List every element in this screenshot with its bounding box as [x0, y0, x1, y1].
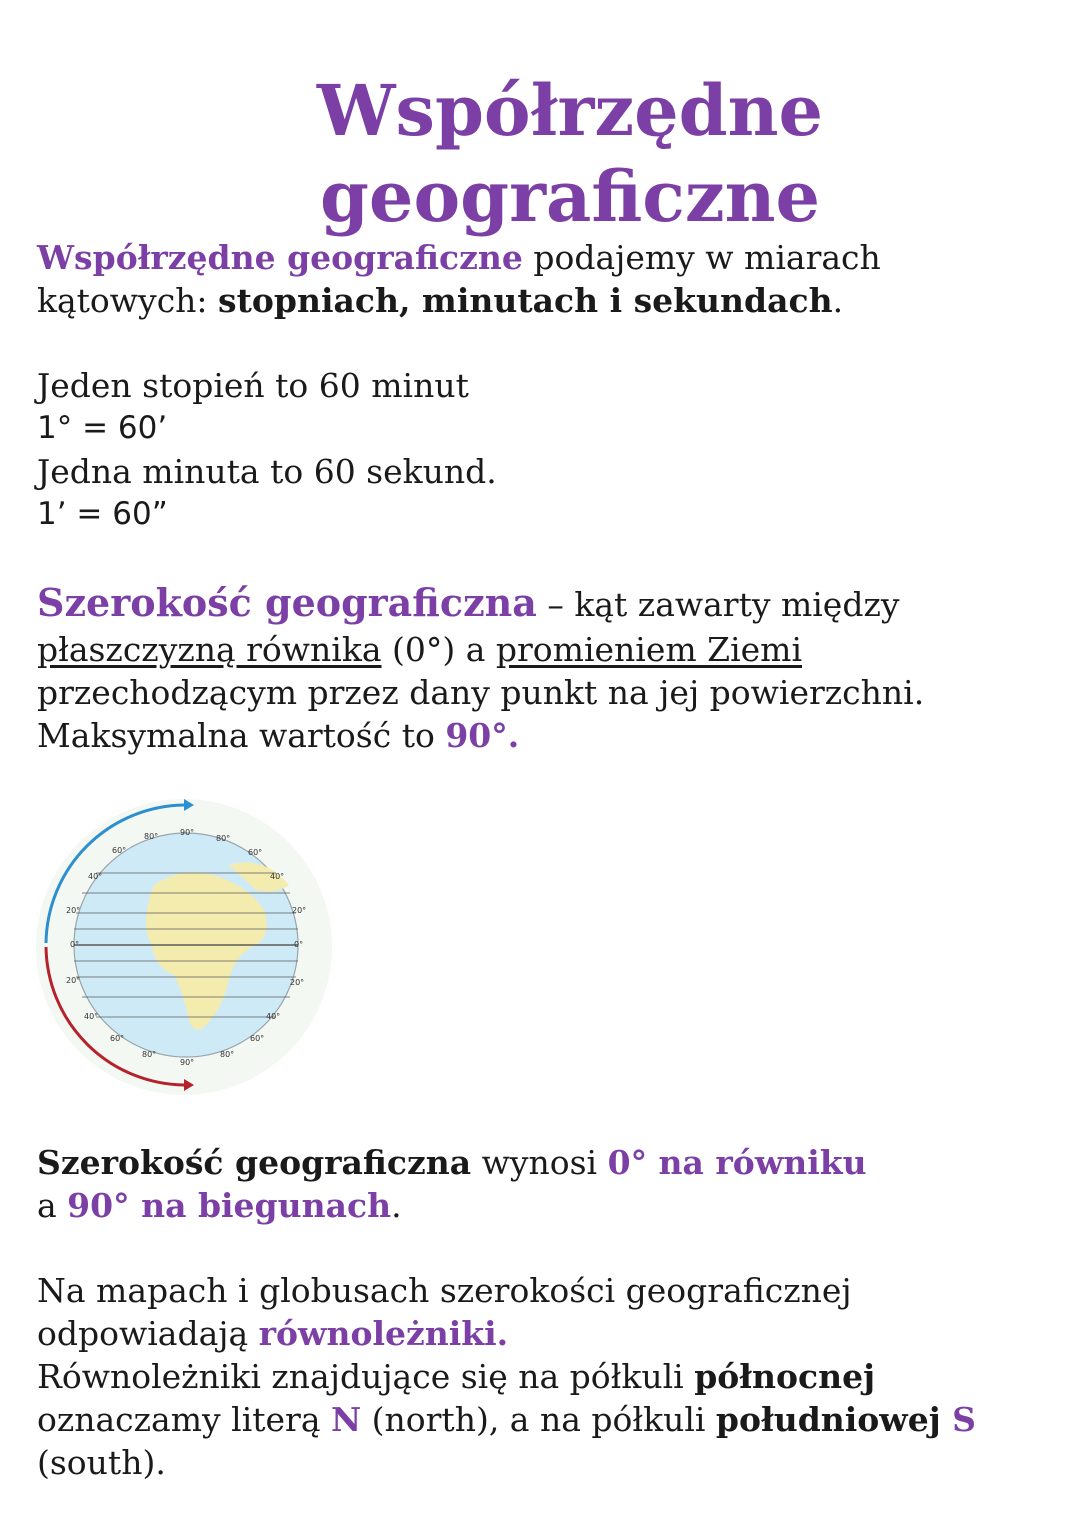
label-80n-left: 80° — [144, 832, 159, 841]
title-line-2: geograficzne — [319, 155, 821, 238]
label-40s-left: 40° — [84, 1012, 99, 1021]
label-60s-left: 60° — [110, 1034, 125, 1043]
parallels-line-3 — [37, 1355, 875, 1398]
label-20n-right: 20° — [292, 906, 307, 915]
title-line-1: Współrzędne — [316, 69, 824, 152]
latdef-underline-1: płaszczyzną równika — [37, 630, 382, 669]
eq-line-1: Jeden stopień to 60 minut — [37, 366, 469, 405]
label-60n-left: 60° — [112, 846, 127, 855]
label-80n-right: 80° — [216, 834, 231, 843]
parallels-n: N — [331, 1400, 362, 1439]
intro-text-1: podajemy w miarach — [522, 238, 881, 277]
latdef-line-1 — [37, 581, 900, 626]
latdef-text-2: (0°) a — [381, 630, 496, 669]
label-20s-right: 20° — [290, 978, 305, 987]
latvalues-text-2: a — [37, 1186, 68, 1225]
label-60s-right: 60° — [250, 1034, 265, 1043]
latdef-text-4: Maksymalna wartość to — [37, 716, 446, 755]
latvalues-dot: . — [391, 1186, 402, 1225]
label-80s-right: 80° — [220, 1050, 235, 1059]
parallels-line-1: Na mapach i globusach szerokości geograficznej — [37, 1271, 852, 1310]
parallels-text-3: Równoleżniki znajdujące się na półkuli — [37, 1357, 695, 1396]
eq-line-3: Jedna minuta to 60 sekund. — [37, 452, 497, 491]
eq-line-2: 1° = 60’ — [37, 410, 168, 446]
parallels-line-2 — [37, 1312, 508, 1355]
label-40n-right: 40° — [270, 872, 285, 881]
label-40n-left: 40° — [88, 872, 103, 881]
latdef-line-4 — [37, 714, 519, 757]
latdef-line-3: przechodzącym przez dany punkt na jej powierzchni. — [37, 673, 925, 712]
parallels-s: S — [940, 1400, 976, 1439]
parallels-line-4 — [37, 1398, 976, 1441]
latdef-underline-2: promieniem Ziemi — [495, 630, 803, 669]
intro-text-2: kątowych: — [37, 281, 219, 320]
intro-line-1 — [37, 236, 881, 279]
latitude-globe-diagram — [34, 795, 336, 1095]
latdef-line-2 — [37, 628, 802, 671]
parallels-line-5: (south). — [37, 1443, 166, 1482]
intro-line-2 — [37, 279, 843, 322]
label-20s-left: 20° — [66, 976, 81, 985]
latvalues-poles: 90° na biegunach — [67, 1186, 392, 1225]
latvalues-text-1: wynosi — [471, 1143, 608, 1182]
intro-units: stopniach, minutach i sekundach — [218, 281, 833, 320]
intro-term: Współrzędne geograficzne — [37, 238, 523, 277]
parallels-text-5: (north), a na półkuli — [361, 1400, 716, 1439]
label-90s: 90° — [180, 1058, 195, 1067]
page-title — [0, 68, 1080, 240]
label-20n-left: 20° — [66, 906, 81, 915]
parallels-south: południowej — [715, 1400, 941, 1439]
eq-line-4: 1’ = 60” — [37, 496, 168, 532]
latdef-text-1: – kąt zawarty między — [536, 585, 900, 624]
label-80s-left: 80° — [142, 1050, 157, 1059]
latvalues-equator: 0° na równiku — [607, 1143, 867, 1182]
label-0-right: 0° — [294, 940, 304, 949]
latvalues-line-1 — [37, 1141, 867, 1184]
label-90n: 90° — [180, 828, 195, 837]
parallels-term: równoleżniki. — [258, 1314, 509, 1353]
intro-dot: . — [832, 281, 844, 320]
label-0-left: 0° — [70, 940, 80, 949]
parallels-text-4: oznaczamy literą — [37, 1400, 331, 1439]
parallels-text-2: odpowiadają — [37, 1314, 259, 1353]
latdef-term: Szerokość geograficzna — [37, 580, 537, 625]
label-60n-right: 60° — [248, 848, 263, 857]
latvalues-line-2 — [37, 1184, 402, 1227]
label-40s-right: 40° — [266, 1012, 281, 1021]
latvalues-term: Szerokość geograficzna — [37, 1143, 472, 1182]
parallels-north: północnej — [694, 1357, 876, 1396]
latdef-max: 90°. — [445, 716, 520, 755]
